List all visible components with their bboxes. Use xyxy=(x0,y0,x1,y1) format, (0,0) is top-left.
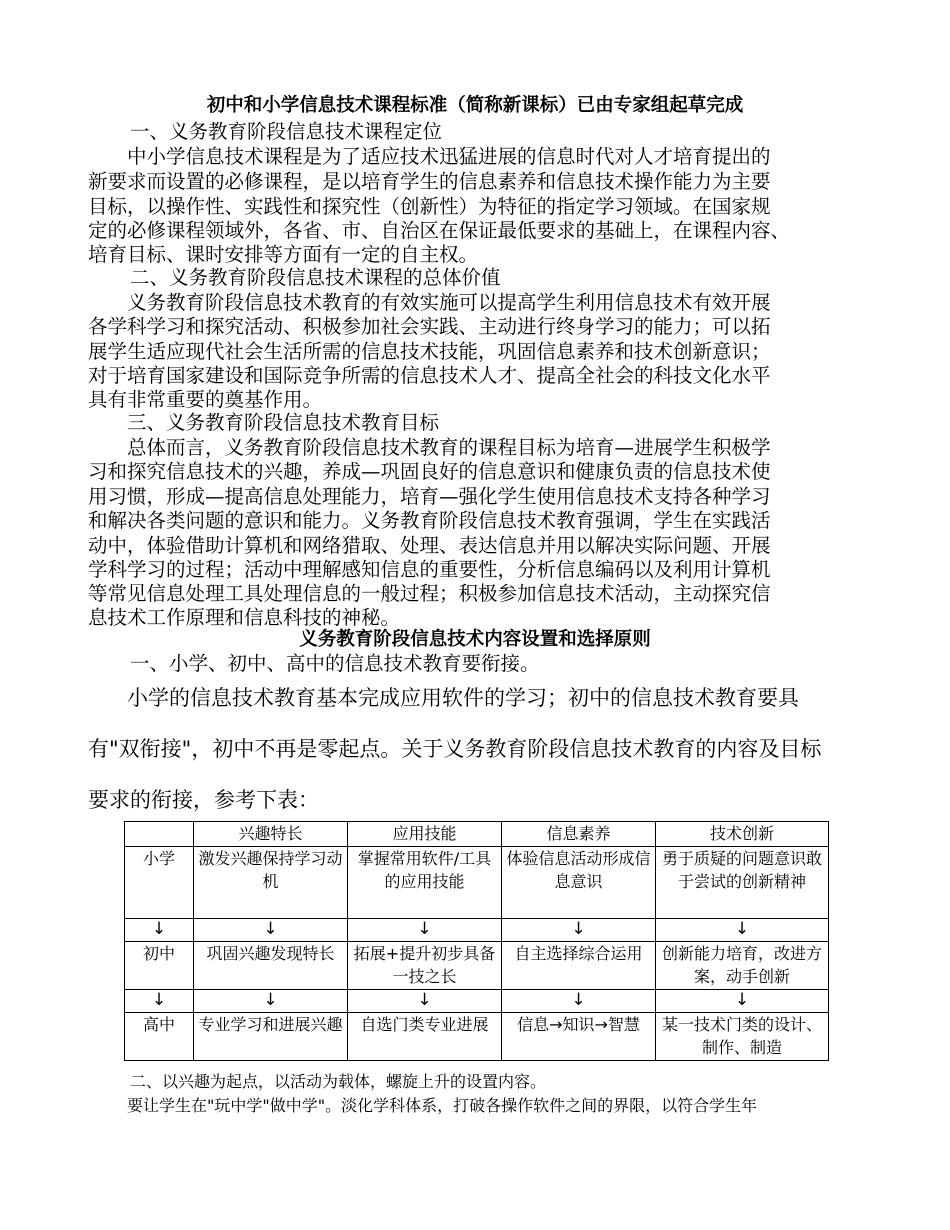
document-title: 初中和小学信息技术课程标准（简称新课标）已由专家组起草完成 xyxy=(206,95,744,116)
section-2-line: 展学生适应现代社会生活所需的信息技术技能，巩固信息素养和技术创新意识； xyxy=(88,340,771,363)
section-3-line: 息技术工作原理和信息科技的神秘。 xyxy=(88,606,401,629)
section-2-line: 对于培育国家建设和国际竞争所需的信息技术人才、提高全社会的科技文化水平 xyxy=(88,364,771,387)
table-header-row xyxy=(125,822,829,847)
down-arrow-icon: ↓ xyxy=(194,990,348,1013)
continuity-table xyxy=(124,821,829,1061)
table-cell: 勇于质疑的问题意识敢于尝试的创新精神 xyxy=(656,847,829,919)
down-arrow-icon: ↓ xyxy=(656,919,829,942)
table-header-cell: 兴趣特长 xyxy=(194,822,348,847)
section-1-heading: 一、义务教育阶段信息技术课程定位 xyxy=(130,120,443,143)
table-header-cell: 信息素养 xyxy=(502,822,656,847)
section-3-line: 和解决各类问题的意识和能力。义务教育阶段信息技术教育强调，学生在实践活 xyxy=(88,509,771,532)
section-3-line: 学科学习的过程；活动中理解感知信息的重要性，分析信息编码以及利用计算机 xyxy=(88,558,771,581)
table-cell: 拓展+提升初步具备一技之长 xyxy=(348,942,502,990)
table-cell: 创新能力培育，改进方案，动手创新 xyxy=(656,942,829,990)
table-cell: 专业学习和进展兴趣 xyxy=(194,1013,348,1061)
section-title-2: 义务教育阶段信息技术内容设置和选择原则 xyxy=(299,629,651,650)
down-arrow-icon: ↓ xyxy=(656,990,829,1013)
table-cell: 自主选择综合运用 xyxy=(502,942,656,990)
principle-1-line: 小学的信息技术教育基本完成应用软件的学习；初中的信息技术教育要具 xyxy=(127,686,799,710)
principle-1-line: 有"双衔接"，初中不再是零起点。关于义务教育阶段信息技术教育的内容及目标 xyxy=(88,737,822,761)
down-arrow-icon: ↓ xyxy=(348,919,502,942)
section-2-line: 各学科学习和探究活动、积极参加社会实践、主动进行终身学习的能力；可以拓 xyxy=(88,315,771,338)
section-3-line: 用习惯，形成—提高信息处理能力，培育—强化学生使用信息技术支持各种学习 xyxy=(88,485,771,508)
table-cell: 巩固兴趣发现特长 xyxy=(194,942,348,990)
table-cell: 自选门类专业进展 xyxy=(348,1013,502,1061)
principle-1-line: 要求的衔接，参考下表： xyxy=(88,788,319,812)
table-header-cell: 应用技能 xyxy=(348,822,502,847)
arrow-row xyxy=(125,990,829,1013)
principle-2-line: 要让学生在"玩中学"做中学"。淡化学科体系，打破各操作软件之间的界限，以符合学生年 xyxy=(127,1096,758,1115)
down-arrow-icon: ↓ xyxy=(125,990,194,1013)
section-2-line: 具有非常重要的奠基作用。 xyxy=(88,388,323,411)
section-1-line: 新要求而设置的必修课程，是以培育学生的信息素养和信息技术操作能力为主要 xyxy=(88,170,771,193)
down-arrow-icon: ↓ xyxy=(502,919,656,942)
principle-2-heading: 二、以兴趣为起点，以活动为载体，螺旋上升的设置内容。 xyxy=(130,1072,547,1091)
table-cell: 信息→知识→智慧 xyxy=(502,1013,656,1061)
section-3-line: 等常见信息处理工具处理信息的一般过程；积极参加信息技术活动，主动探究信 xyxy=(88,582,771,605)
table-cell: 初中 xyxy=(125,942,194,990)
table-header-cell: 技术创新 xyxy=(656,822,829,847)
section-1-line: 定的必修课程领域外，各省、市、自治区在保证最低要求的基础上，在课程内容、 xyxy=(88,219,791,242)
section-3-line: 总体而言，义务教育阶段信息技术教育的课程目标为培育—进展学生积极学 xyxy=(127,436,771,459)
section-1-line: 中小学信息技术课程是为了适应技术迅猛进展的信息时代对人才培育提出的 xyxy=(127,145,771,168)
section-2-heading: 二、义务教育阶段信息技术课程的总体价值 xyxy=(130,266,501,289)
table-cell: 激发兴趣保持学习动机 xyxy=(194,847,348,919)
table-cell: 体验信息活动形成信息意识 xyxy=(502,847,656,919)
table-row xyxy=(125,1013,829,1061)
down-arrow-icon: ↓ xyxy=(348,990,502,1013)
section-1-line: 培育目标、课时安排等方面有一定的自主权。 xyxy=(88,243,479,266)
section-2-line: 义务教育阶段信息技术教育的有效实施可以提高学生利用信息技术有效开展 xyxy=(127,291,771,314)
section-3-heading: 三、义务教育阶段信息技术教育目标 xyxy=(127,411,440,434)
table-cell: 掌握常用软件/工具的应用技能 xyxy=(348,847,502,919)
table-header-cell xyxy=(125,822,194,847)
down-arrow-icon: ↓ xyxy=(502,990,656,1013)
down-arrow-icon: ↓ xyxy=(125,919,194,942)
table-cell: 高中 xyxy=(125,1013,194,1061)
table-row xyxy=(125,847,829,919)
table-cell: 小学 xyxy=(125,847,194,919)
section-3-line: 动中，体验借助计算机和网络猎取、处理、表达信息并用以解决实际问题、开展 xyxy=(88,534,771,557)
down-arrow-icon: ↓ xyxy=(194,919,348,942)
principle-1-heading: 一、小学、初中、高中的信息技术教育要衔接。 xyxy=(130,652,540,675)
table-row xyxy=(125,942,829,990)
section-1-line: 目标，以操作性、实践性和探究性（创新性）为特征的指定学习领域。在国家规 xyxy=(88,195,771,218)
section-3-line: 习和探究信息技术的兴趣，养成—巩固良好的信息意识和健康负责的信息技术使 xyxy=(88,460,771,483)
arrow-row xyxy=(125,919,829,942)
table-cell: 某一技术门类的设计、制作、制造 xyxy=(656,1013,829,1061)
